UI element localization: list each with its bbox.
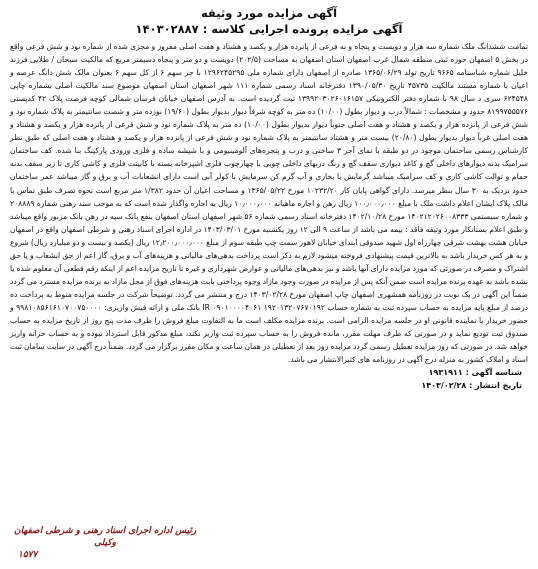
signature-block: [14, 525, 196, 561]
publish-date: تاریخ انتشار : ۱۴۰۳/۰۲/۲۸: [421, 381, 522, 391]
signature-name: وکیلی: [94, 538, 116, 548]
signature-title: رئیس اداره اجرای اسناد رهنی و شرطی اصفهان: [14, 526, 197, 536]
notice-subtitle: آگهی مزایده پرونده اجرایی کلاسه : ۱۴۰۳۰۲۸۸۷: [135, 22, 403, 36]
notice-meta: [10, 366, 528, 392]
signature-number: ۱۵۷۷: [18, 550, 38, 560]
notice-title: آگهی مزایده مورد وثیقه: [200, 6, 338, 20]
notice-id: شناسه آگهی : ۱۹۳۱۹۱۱: [428, 368, 522, 378]
notice-body: تمامت ششدانگ ملک شماره سه هزار و دویست و پنجاه و نه فرعی از پانزده هزار و یکصد و هشتاد و هفت اصلی مفروز و مجزی شده از شماره نود و شش فرعی واقع در بخش ۵ اصفهان حوزه ثبتی منطقه شمال غرب اصفهان استان اصفهان به مساحت (۲۰۲/۵) دویست و دو متر و پنجاه دسیمتر مربع که مالکیت سبحان / طلایی فرزند خلیل شماره شناسنامه ۹۶۶۵ تاریخ تولد ۱۳۶۵/۰۶/۲۹ صادره از اصفهان دارای شماره ملی ۱۲۹۶۲۴۵۲۹۵ با جز سهم ۶ از کل سهم ۶ بعنوان مالک شش دانگ عرصه و اعیان با شماره مستند مالکیت ۴۵۷۳۵ تاریخ ۱۳۹۰/۰۵/۳۰ دفترخانه اسناد رسمی شماره ۱۱۱ شهر اصفهان استان اصفهان موضوع سند مالکیت اصلی بشماره چاپی ۶۲۴۵۴۸ سری د سال ۹۸ با شماره دفتر الکترونیکی ۱۳۹۹۲۰۳۰۲۶۰۱۶۱۵۷ ثبت گردیده است. به آدرس اصفهان خیابان فرسان شمالی کوچه فرصت پلاک ۴۲ کدپستی ۸۱۹۹۷۵۵۵۷۶ حدود و مشخصات : شمالاً درب و دیوار بطول (۱۰/۰۰) ده متر به کوچه شرقاً دیوار بدیوار بطول (۱۹/۶۰) نوزده متر و شصت سانتیمتر به پلاک شماره نود و شش فرعی از پانزده هزار و یکصد و هشتاد و هفت اصلی جنوباً دیوار بدیوار بطول (۱۰/۰۰) ده متر به پلاک شماره نود و شش فرعی از پانزده هزار و یکصد و هشتاد و هفت اصلی غرباً دیوار بدیوار بطول (۲۰/۸۰) بیست متر و هشتاد سانتیمتر به پلاک شماره نود و شش فرعی از پانزده هزار و یکصد و هشتاد و هفت اصلی که طبق نظر کارشناس رسمی ساختمان موجود در دو طبقه با نمای آجر ۳ ساختی و درب و پنجره‌های آلومینیومی و با شیشه ساده و فلزی ورودی پارکینگ بنا شده. کف ساختمان سرامیک بدنه دیوارهای داخلی گچ و کاغذ دیواری سقف گچ و رنگ دربهای داخلی چوبی با چهارچوب فلزی اشپزخانه بسته با کابینت فلزی و کاشی کاری تا زیر سقف بدنه حمام و توالت کاشی کاری و کف سرامیک میباشد گرمایش با بخاری و آب گرم کن سرمایش با کولر آبی است دارای انشعابات آب و برق و گاز میباشد عمر ساختمان حدود نزدیک به ۳۰ سال بنظر میرسد. دارای گواهی پایان کار ۱۰۲۳۲/۲۰ مورخ ۱۳۶۵/۰۵/۲۲ و مساحت اعیان آن حدود ۱/۳۸۲ متر مربع است نحوه تصرف طبق تماس با مالک پلاک ایشان اعلام داشت ملک با مبلغ ۱۰۰٫۰۰۰٫۰۰۰ ریال رهن و اجاره ماهیانه ۱۰٫۰۰۰٫۰۰۰ ریال به اجاره واگذار شده است که به موجب سند رهنی شماره ۲۰۸۸۸۹ و شماره سیستمی ۱۴۰۲۱۲۰۲۶۰۰۸۳۳۳ مورخ ۱۴۰۲/۱۰/۲۸ دفترخانه اسناد رسمی شماره ۵۶ شهر اصفهان استان اصفهان بنفع بانک سپه در رهن بانک مزبور واقع میباشد و طبق اعلام بستانکار مورد وثیقه فاقد : بیمه می باشد از ساعت ۹ الی ۱۲ روز یکشنبه مورخ ۱۴۰۳/۰۳/۰۱ در اداره اجرای اسناد رهنی و شرطی اصفهان واقع در اصفهان خیابان هشت بهشت شرقی چهارراه اول شهید صدوقی ابتدای خیابان لاهور سمت چپ طبقه سوم از مبلغ ۱۲٫۲۰۰٫۰۰۰٫۰۰۰ ریال (یکصد و بیست و دو میلیارد ریال) شروع و به هر کس خریدار باشد به بالاترین قیمت پیشنهادی فروخته میشود لازم به ذکر است پرداخت بدهی‌های مالیاتی و هزینه‌های آب و برق، گاز اعم از حق انشعاب و یا حق اشتراک و مصرف در صورتی که مورد مزایده دارای آنها باشد و نیز بدهی‌های مالیاتی و عوارض شهرداری و غیره تا تاریخ مزایده اعم از اینکه رقم قطعی آن معلوم شده یا نشده باشد به عهده برنده مزایده است ضمن آنکه پس از مزایده در صورت وجود مازاد وجوه پرداختی بابت هزینه‌های فوق از محل مازاد به برنده مزایده مسترد می گردد ضمناً این آگهی در یک نوبت در روزنامه همشهری اصفهان چاپ اصفهان مورخ ۱۴۰۳/۰۲/۲۸ درج و منتشر می گردد. توضیحاً شرکت در جلسه مزایده منوط به پرداخت ده درصد از مبلغ پایه مزایده به حساب سپرده ثبت به شماره حساب ۱۹۲۰۱۳۲۰۷۶۷۰۱۹۲ IR ۰۹۰۱۰۰۰۰۴۰۶۱ بانک ملی و ارائه فیش واریزی: ۹۹۸۱۰۸۵۶۱۶۱۰۷۰۰۷۵۰۰۰۰ و حضور خریدار یا نماینده قانونی او در جلسه مزایده الزامی است. برنده مزایده مکلف است ما به التفاوت مبلغ فروش را ظرف مدت پنج روز از تاریخ مزایده به حساب صندوق ثبت تودیع نماید و در صورتی که ظرف مهلت مقرر، مانده فروش را به حساب سپرده ثبت واریز نکند، مبلغ مذکور قابل استرداد نبوده و به حساب خزانه واریز خواهد شد. در صورتی که روز مزایده تعطیل رسمی گردد مزایده روز بعد از تعطیلی در همان ساعت و مکان مقرر برگزار می گردد. ضمناً درج آگهی در سایت سامان ثبت اسناد و املاک کشور به منزله درج آگهی در روزنامه های کثیرالانتشار می باشد.: [10, 42, 529, 365]
